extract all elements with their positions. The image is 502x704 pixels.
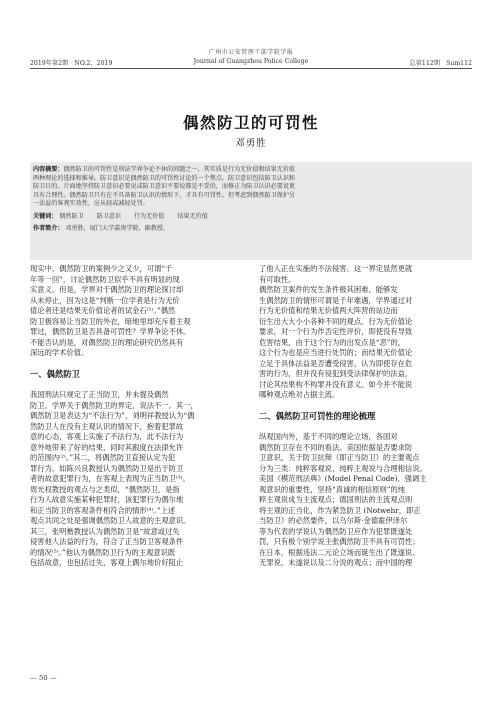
body-text-line: 现实中，偶然防卫的案例少之又少，可谓“千 — [30, 264, 173, 273]
body-text-line: 偶然防卫存在不同的看法。美国依据是否要求防 — [259, 442, 413, 452]
body-text-line: 者的故意犯罪行为，在客观上表现为正当防卫⁽³⁾。 — [30, 474, 190, 483]
body-text-line: 将主观的正当化，作为紧急防卫 (Notwehr，即正 — [259, 505, 421, 515]
abstract-label: 内容摘要： — [33, 166, 64, 173]
abstract-line: 内容摘要：偶然防卫的可罚性是刑法学界争论不休的问题之一，其实质是行为无价值和结果无价值 — [33, 166, 296, 173]
issue-total-label: 总第112期 Sum112 — [409, 60, 472, 67]
keyword: 偶然防卫 — [59, 213, 84, 220]
body-text-line: 哪种观点绝对占据主流。 — [259, 390, 340, 399]
body-text-line: 不能否认的是，对偶然防卫的理论研究仍然具有 — [30, 337, 184, 347]
body-text-line: 年等一回”，讨论偶然防卫似乎不具有明显的现 — [30, 274, 180, 284]
body-text-line: 意的心态，客观上实施了不法行为，此不法行为 — [30, 432, 184, 441]
body-text-line: 实意义。但是，学界对于偶然防卫的理论探讨却 — [30, 285, 184, 294]
article-title: 偶然防卫的可罚性 — [182, 113, 319, 132]
section-heading: 二、偶然防卫可罚性的理论梳理 — [259, 411, 376, 421]
body-text-line: 纵观国内外，基于不同的理论立场，各国对 — [259, 432, 398, 441]
author-info-row — [33, 223, 169, 232]
body-text-line: 偶然防卫是表达为“不法行为”，刘明祥教授认为“偶 — [30, 411, 195, 420]
body-text-line: 我国刑法只规定了正当防卫，并未提及偶然 — [30, 390, 169, 399]
body-text-line: 行为无价值和结果无价值两大阵营的站边而 — [259, 306, 398, 315]
body-text-line: 深远的学术价值。 — [30, 348, 89, 357]
body-text-line: 的情况⁽⁵⁾。”他认为偶然防卫行为的主观意识既 — [30, 547, 176, 557]
body-text-line: 生偶然防卫的情形可谓是千年难遇，学界通过对 — [259, 295, 413, 305]
body-text-line: 当防卫）的必然要件，以乌尔斯·金德霍伊泽尔 — [259, 516, 408, 525]
body-text-line: 危害结果，由于这个行为的出发点是“恶”的， — [259, 337, 406, 347]
body-text-line: 无罪说、未遂说以及二分说的观点；而中国的理 — [259, 558, 413, 567]
keyword: 防卫意识 — [96, 213, 121, 220]
body-text-line: 美国《模范刑法典》(Model Penal Code)，强调主 — [259, 474, 427, 483]
author-info: 邓勇胜，厦门大学嘉庚学院，副教授。 — [65, 225, 169, 232]
section-heading: 一、偶然防卫 — [30, 369, 80, 379]
body-text-line: 要求，对一个行为作否定性评价，即使没有导致 — [259, 327, 413, 336]
body-text-line: 在日本，根据违法二元论立场而诞生出了既遂说、 — [259, 547, 420, 557]
keywords-row — [33, 211, 219, 220]
body-text-line: 了他人正在实施的不法侵害。这一界定显然更就 — [259, 264, 413, 273]
body-text-line: 有可取性。 — [259, 274, 296, 284]
body-text-line: 防卫。学界关于偶然防卫的界定，说法不一。其一， — [30, 400, 198, 410]
keyword: 行为无价值 — [133, 213, 165, 220]
keywords-label: 关键词： — [33, 213, 58, 220]
body-text-line: 罪过，偶然防卫是否具备可罚性？学界争论不休。 — [30, 327, 191, 336]
body-text-line: 害的行为，但并没有侵犯到受法律保护的法益， — [259, 369, 413, 378]
body-text-line: 包括故意，也包括过失，客观上偶尔地价好阻止 — [30, 558, 184, 567]
body-text-line: 观意识的重要性，坚持“真诚的相信原则”的纯 — [259, 484, 406, 494]
body-text-line: 这个行为也是应当进行处罚的；而结果无价值论 — [259, 348, 413, 357]
header-divider — [30, 68, 472, 69]
body-text-line: 罚，只有极个别学说主张偶然防卫不具有可罚性； — [259, 537, 420, 546]
body-text-line: 周光权教授的观点与之类似，“偶然防卫，是指 — [30, 484, 180, 494]
body-text-line: 等为代表的学说认为偶然防卫应作为犯罪既遂处 — [259, 526, 413, 536]
abstract-line: 一法益的客观实效性，应从轻或减轻处罚。 — [33, 200, 149, 208]
body-text-line: 粹主观说成为主流观点；德国刑法的主流观点则 — [259, 495, 413, 504]
keyword: 结果无价值 — [177, 213, 208, 220]
abstract-line: 防卫目的。片面地坚持防卫意识必要说或防卫意识不要说都是不妥的，而修正为防卫认识必要说更 — [33, 183, 296, 191]
page-number: — 50 — — [30, 674, 57, 682]
body-text-line: 行为人故意实施某种犯罪时，该犯罪行为偶尔地 — [30, 495, 184, 504]
article-author: 邓勇胜 — [235, 138, 267, 149]
body-text-line: 和正当防卫的客观条件相符合的情形⁽⁴⁾。”上述 — [30, 505, 176, 515]
body-text-line: 其三，张明楷教授认为偶然防卫是“故意或过失 — [30, 526, 180, 536]
body-text-line: 讨论其结果构不构罪并没有意义。如今并不能说 — [259, 379, 413, 389]
body-text-line: 然防卫人在没有主观认识的情况下，抱着犯罪故 — [30, 421, 184, 431]
abstract-line: 两种理论的选择和推导。防卫意识是偶然防卫的可罚性讨论的一个焦点。防卫意识包括防卫认识和 — [33, 174, 296, 182]
journal-english-name: Journal of Guangzhou Police College — [193, 58, 309, 65]
body-text-line: 卫意识，关于防卫抗辩（即正当防卫）的主要观点 — [259, 453, 420, 462]
body-text-line: 偶然防卫案件的发生条件极其困难，能够发 — [259, 285, 398, 294]
body-text-line: 罪行为。如陈兴良教授认为偶然防卫是出于防卫 — [30, 463, 184, 473]
body-text-line: 观点共同之处是强调偶然防卫人故意的主观意识。 — [30, 516, 191, 525]
body-text-line: 值论者还是结果无价值论者的试金石⁽¹⁾。”偶然 — [30, 306, 176, 315]
body-text-line: 意外地带来了好的结果，同时其跟度在法律允许 — [30, 442, 184, 452]
body-text-line: 分为三类：纯粹客观说、纯粹主观说与合理相信说。 — [259, 463, 427, 473]
issue-label: 2019年第2期 NO.2，2019 — [30, 60, 113, 67]
body-text-line: 立足于具体法益是否遭受侵害，认为即使存在危 — [259, 358, 413, 368]
author-info-label: 作者简介： — [33, 225, 64, 232]
body-text-line: 的范围内⁽²⁾。”其二，将偶然防卫直接认定为犯 — [30, 453, 176, 462]
abstract-line: 具有合理性。偶然防卫只有在不具备防卫认识的情形下，才具有可罚性。但考虑到偶然防卫保护另 — [33, 191, 296, 199]
body-text-line: 侵害他人法益的行为，符合了正当防卫客观条件 — [30, 537, 184, 546]
body-text-line: 衍生出大大小小各种不同的观点。行为无价值论 — [259, 316, 413, 326]
body-text-line: 防卫极容易让当防卫的外衣，暗地里却充斥着主观 — [30, 316, 191, 326]
body-text-line: 从未停止，因为这是“判断一位学者是行为无价 — [30, 295, 180, 305]
journal-name-header: 广州市公安管理干部学院学报 — [208, 49, 294, 56]
